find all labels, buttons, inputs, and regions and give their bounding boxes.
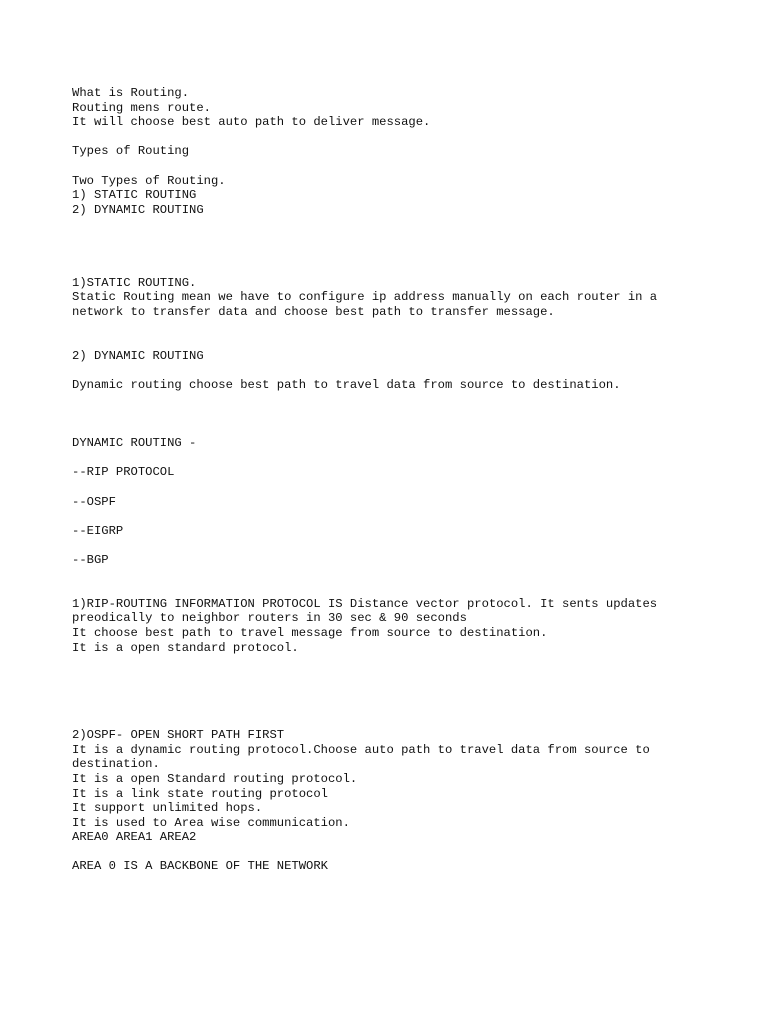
- text-line: preodically to neighbor routers in 30 sec & 90 seconds: [72, 611, 467, 626]
- document-body: [72, 86, 732, 874]
- blank-line: [72, 320, 732, 335]
- text-line: network to transfer data and choose best path to transfer message.: [72, 304, 555, 319]
- text-line: It is a open standard protocol.: [72, 640, 299, 655]
- blank-line: [72, 363, 732, 378]
- blank-line: [72, 684, 732, 699]
- text-line: Two Types of Routing.: [72, 173, 226, 188]
- text-line: --BGP: [72, 553, 109, 567]
- text-line: It is used to Area wise communication.: [72, 815, 350, 830]
- blank-line: [72, 232, 732, 247]
- blank-line: [72, 217, 732, 232]
- blank-line: [72, 392, 732, 407]
- text-line: It support unlimited hops.: [72, 801, 263, 816]
- text-line: 2) DYNAMIC ROUTING: [72, 348, 204, 363]
- text-line: It will choose best auto path to deliver message.: [72, 115, 431, 130]
- blank-line: [72, 480, 732, 495]
- text-line: --RIP PROTOCOL: [72, 465, 175, 480]
- blank-line: [72, 451, 732, 466]
- text-line: It is a open Standard routing protocol.: [72, 771, 358, 786]
- blank-line: [72, 130, 732, 145]
- text-line: 2)OSPF- OPEN SHORT PATH FIRST: [72, 728, 285, 743]
- blank-line: [72, 582, 732, 597]
- text-line: AREA 0 IS A BACKBONE OF THE NETWORK: [72, 859, 328, 874]
- text-line: It choose best path to travel message from source to destination.: [72, 625, 548, 640]
- text-line: It is a dynamic routing protocol.Choose auto path to travel data from source to: [72, 742, 650, 757]
- blank-line: [72, 670, 732, 685]
- blank-line: [72, 509, 732, 524]
- blank-line: [72, 845, 732, 860]
- blank-line: [72, 407, 732, 422]
- text-line: Routing mens route.: [72, 100, 211, 115]
- text-line: What is Routing.: [72, 86, 190, 100]
- blank-line: [72, 422, 732, 437]
- text-line: destination.: [72, 757, 160, 772]
- text-line: Types of Routing: [72, 144, 190, 159]
- text-line: 1)STATIC ROUTING.: [72, 275, 197, 290]
- blank-line: [72, 655, 732, 670]
- text-line: Dynamic routing choose best path to travel data from source to destination.: [72, 377, 621, 392]
- blank-line: [72, 699, 732, 714]
- text-line: Static Routing mean we have to configure ip address manually on each router in a: [72, 290, 658, 305]
- text-line: 1) STATIC ROUTING: [72, 188, 197, 203]
- blank-line: [72, 159, 732, 174]
- blank-line: [72, 334, 732, 349]
- text-line: AREA0 AREA1 AREA2: [72, 830, 197, 845]
- blank-line: [72, 568, 732, 583]
- blank-line: [72, 247, 732, 262]
- text-line: DYNAMIC ROUTING -: [72, 436, 197, 451]
- text-line: 2) DYNAMIC ROUTING: [72, 202, 204, 217]
- text-line: 1)RIP-ROUTING INFORMATION PROTOCOL IS Distance vector protocol. It sents updates: [72, 596, 658, 611]
- blank-line: [72, 714, 732, 729]
- text-line: --OSPF: [72, 494, 116, 509]
- blank-line: [72, 538, 732, 553]
- blank-line: [72, 261, 732, 276]
- text-line: It is a link state routing protocol: [72, 786, 328, 801]
- text-line: --EIGRP: [72, 523, 124, 538]
